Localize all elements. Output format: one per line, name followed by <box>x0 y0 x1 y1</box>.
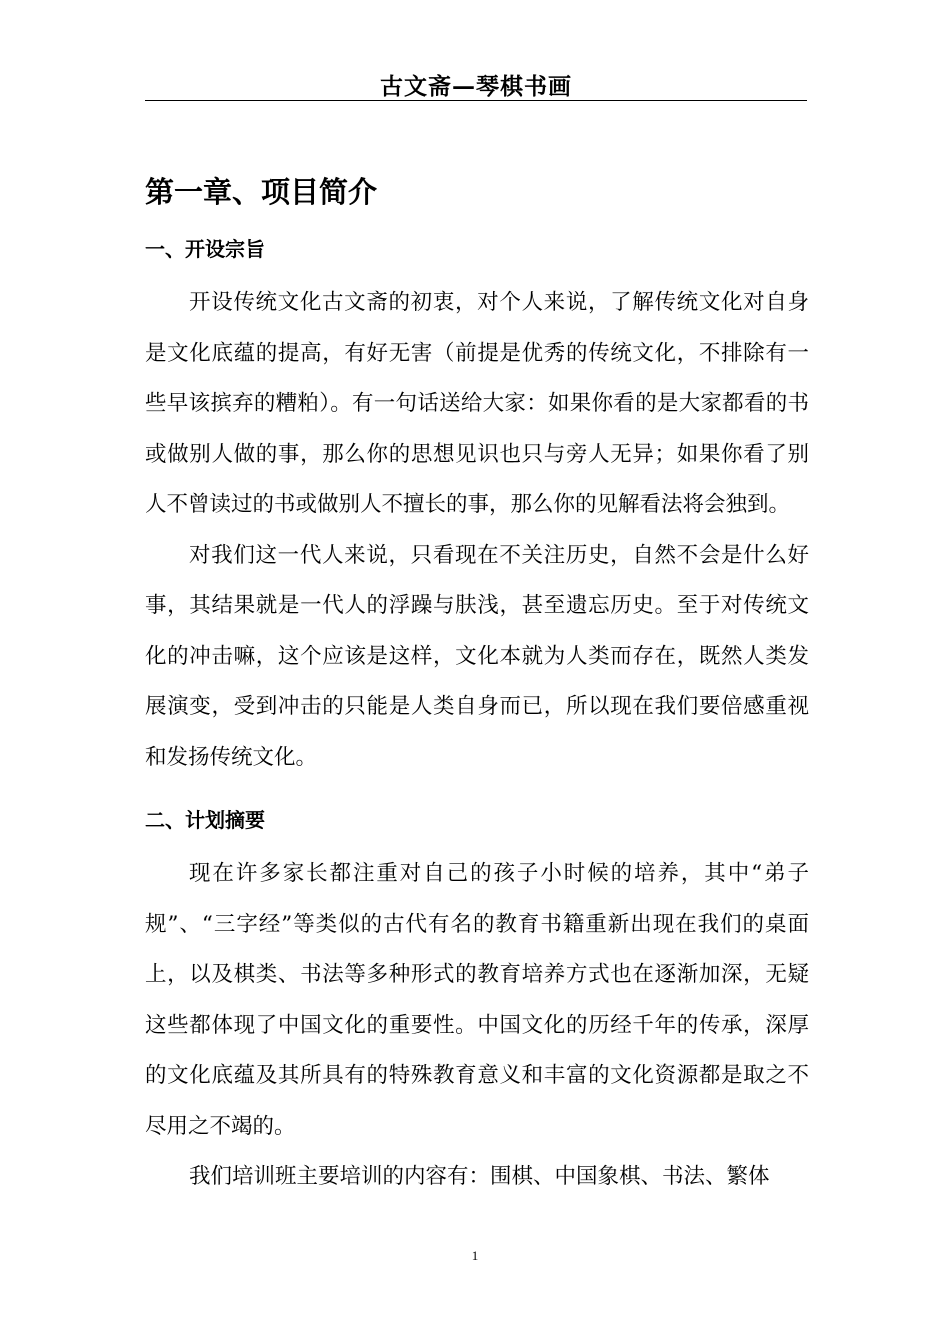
document-body <box>145 170 809 1203</box>
paragraph: 对我们这一代人来说，只看现在不关注历史，自然不会是什么好事，其结果就是一代人的浮躁与肤浅，甚至遗忘历史。至于对传统文化的冲击嘛，这个应该是这样，文化本就为人类而存在，既然人类发展演变，受到冲击的只能是人类自身而已，所以现在我们要倍感重视和发扬传统文化。 <box>145 542 809 770</box>
page-number: 1 <box>471 1248 479 1263</box>
paragraph: 我们培训班主要培训的内容有：围棋、中国象棋、书法、繁体 <box>189 1164 770 1189</box>
header-divider <box>145 100 807 101</box>
paragraph: 开设传统文化古文斋的初衷，对个人来说，了解传统文化对自身是文化底蕴的提高，有好无害（前提是优秀的传统文化，不排除有一些早该摈弃的糟粕）。有一句话送给大家：如果你看的是大家都看的书或做别人做的事，那么你的思想见识也只与旁人无异；如果你看了别人不曾读过的书或做别人不擅长的事，那么你的见解看法将会独到。 <box>145 290 809 517</box>
section-heading-purpose: 一、开设宗旨 <box>145 237 265 261</box>
section-heading-summary: 二、计划摘要 <box>145 808 265 832</box>
chapter-title: 第一章、项目简介 <box>145 175 378 209</box>
paragraph: 现在许多家长都注重对自己的孩子小时候的培养，其中“弟子规”、“三字经”等类似的古代有名的教育书籍重新出现在我们的桌面上，以及棋类、书法等多种形式的教育培养方式也在逐渐加深，无疑这些都体现了中国文化的重要性。中国文化的历经千年的传承，深厚的文化底蕴及其所具有的特殊教育意义和丰富的文化资源都是取之不尽用之不竭的。 <box>145 861 809 1139</box>
page-header-title: 古文斋—琴棋书画 <box>380 73 572 100</box>
